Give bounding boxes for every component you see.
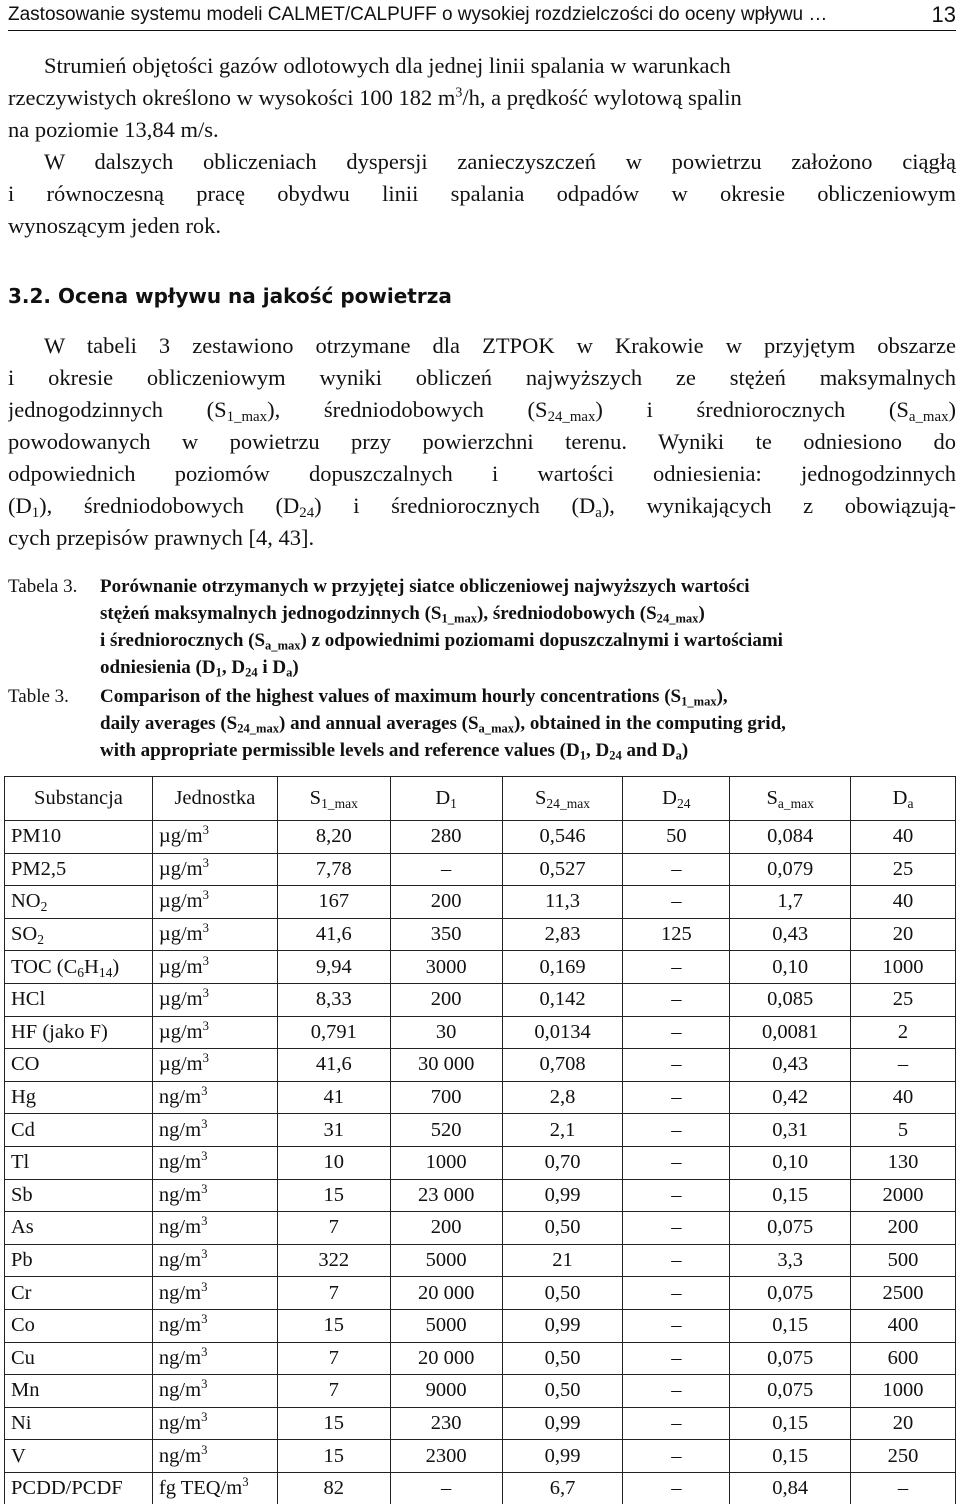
cell-value: 0,31 <box>730 1114 851 1147</box>
cell-value: 0,0081 <box>730 1016 851 1049</box>
cell-value: 7 <box>277 1375 390 1408</box>
table-row <box>5 1472 956 1504</box>
table-row <box>5 853 956 886</box>
cell-value: 5000 <box>390 1309 502 1342</box>
cell-value: 0,50 <box>502 1342 623 1375</box>
table-row <box>5 1081 956 1114</box>
cell-value: 1000 <box>851 951 956 984</box>
table-header-row <box>5 777 956 821</box>
cell-value: 0,075 <box>730 1375 851 1408</box>
table-caption-text: Comparison of the highest values of maximum hourly concentrations $(S_{1\_max})$, daily averages $(S_{24\_max})$ and annual averages $(S_{a\_max})$, obtained in the computing grid, with appropriate permissible levels and reference values ($D_1$, $D_{24}$ and $D_a$) <box>100 686 786 763</box>
cell-unit: $\mu g/m^3$ <box>152 886 277 919</box>
cell-value: 0,43 <box>730 918 851 951</box>
cell-value: – <box>851 1049 956 1082</box>
table-row <box>5 1049 956 1082</box>
cell-value: 20 <box>851 1407 956 1440</box>
cell-value: – <box>390 853 502 886</box>
cell-value: 0,075 <box>730 1212 851 1245</box>
cell-value: 15 <box>277 1440 390 1473</box>
cell-value: 350 <box>390 918 502 951</box>
cell-value: 2 <box>851 1016 956 1049</box>
table-row <box>5 821 956 854</box>
cell-value: 41 <box>277 1081 390 1114</box>
cell-value: 250 <box>851 1440 956 1473</box>
cell-value: 7 <box>277 1342 390 1375</box>
cell-value: 200 <box>390 1212 502 1245</box>
cell-value: 167 <box>277 886 390 919</box>
cell-unit: $ng/m^3$ <box>152 1114 277 1147</box>
cell-value: 0,791 <box>277 1016 390 1049</box>
cell-unit: $ng/m^3$ <box>152 1146 277 1179</box>
cell-value: – <box>623 1342 730 1375</box>
cell-unit: $\mu g/m^3$ <box>152 853 277 886</box>
table-caption-label: Tabela 3. <box>8 576 78 597</box>
table-row <box>5 1407 956 1440</box>
cell-value: – <box>623 983 730 1016</box>
cell-value: 15 <box>277 1407 390 1440</box>
cell-value: 5000 <box>390 1244 502 1277</box>
cell-unit: $ng/m^3$ <box>152 1277 277 1310</box>
text-line: Strumień objętości gazów odlotowych dla jednej linii spalania w warunkach <box>44 53 731 78</box>
cell-unit: $ng/m^3$ <box>152 1179 277 1212</box>
table-row <box>5 983 956 1016</box>
concentration-table <box>4 776 956 1504</box>
cell-value: 25 <box>851 983 956 1016</box>
cell-value: 0,99 <box>502 1440 623 1473</box>
cell-value: 50 <box>623 821 730 854</box>
cell-value: 0,15 <box>730 1440 851 1473</box>
cell-substance: Cd <box>5 1114 153 1147</box>
table-row <box>5 1375 956 1408</box>
cell-value: – <box>851 1472 956 1504</box>
intro-paragraph-1 <box>8 50 956 146</box>
cell-unit: $\mu g/m^3$ <box>152 918 277 951</box>
column-header: $S_{24\_max}$ <box>502 777 623 821</box>
cell-substance: HCl <box>5 983 153 1016</box>
cell-value: 82 <box>277 1472 390 1504</box>
cell-unit: $\mu g/m^3$ <box>152 1049 277 1082</box>
cell-value: 30 <box>390 1016 502 1049</box>
cell-value: – <box>623 1440 730 1473</box>
column-header: Substancja <box>5 777 153 821</box>
cell-substance: Mn <box>5 1375 153 1408</box>
cell-value: 0,142 <box>502 983 623 1016</box>
cell-value: – <box>390 1472 502 1504</box>
cell-value: 8,33 <box>277 983 390 1016</box>
cell-value: – <box>623 951 730 984</box>
cell-value: 2000 <box>851 1179 956 1212</box>
cell-value: 20 000 <box>390 1342 502 1375</box>
cell-value: 0,10 <box>730 951 851 984</box>
cell-value: 15 <box>277 1179 390 1212</box>
cell-value: 5 <box>851 1114 956 1147</box>
column-header: $D_a$ <box>851 777 956 821</box>
cell-substance: As <box>5 1212 153 1245</box>
cell-value: 9,94 <box>277 951 390 984</box>
cell-value: 41,6 <box>277 1049 390 1082</box>
cell-value: 0,50 <box>502 1375 623 1408</box>
table-row <box>5 1179 956 1212</box>
cell-value: – <box>623 1472 730 1504</box>
cell-unit: $ng/m^3$ <box>152 1342 277 1375</box>
cell-value: 1000 <box>851 1375 956 1408</box>
cell-value: – <box>623 1309 730 1342</box>
cell-value: 230 <box>390 1407 502 1440</box>
cell-value: 10 <box>277 1146 390 1179</box>
cell-substance: PCDD/PCDF <box>5 1472 153 1504</box>
cell-value: 0,708 <box>502 1049 623 1082</box>
table-row <box>5 1016 956 1049</box>
table-row <box>5 1309 956 1342</box>
cell-value: 0,075 <box>730 1277 851 1310</box>
table-row <box>5 1212 956 1245</box>
cell-value: 200 <box>390 983 502 1016</box>
cell-substance: HF (jako F) <box>5 1016 153 1049</box>
cell-value: – <box>623 1114 730 1147</box>
cell-value: 9000 <box>390 1375 502 1408</box>
cell-value: 7 <box>277 1212 390 1245</box>
section-paragraph <box>8 330 956 554</box>
text-line: wynoszącym jeden rok. <box>8 213 222 238</box>
running-head <box>8 2 956 28</box>
text-line: i okresie obliczeniowym wyniki obliczeń najwyższych ze stężeń maksymalnych <box>8 365 956 390</box>
cell-value: 500 <box>851 1244 956 1277</box>
cell-unit: $ng/m^3$ <box>152 1440 277 1473</box>
text-line: W tabeli 3 zestawiono otrzymane dla ZTPOK w Krakowie w przyjętym obszarze <box>44 333 956 358</box>
cell-unit: fg TEQ/$m^3$ <box>152 1472 277 1504</box>
cell-substance: CO <box>5 1049 153 1082</box>
table-row <box>5 1342 956 1375</box>
cell-value: 520 <box>390 1114 502 1147</box>
cell-value: 6,7 <box>502 1472 623 1504</box>
cell-value: 2300 <box>390 1440 502 1473</box>
cell-value: 3000 <box>390 951 502 984</box>
cell-substance: PM2,5 <box>5 853 153 886</box>
cell-value: – <box>623 1244 730 1277</box>
cell-value: 2500 <box>851 1277 956 1310</box>
cell-value: 0,42 <box>730 1081 851 1114</box>
cell-unit: $ng/m^3$ <box>152 1244 277 1277</box>
table-row <box>5 951 956 984</box>
text-line: na poziomie 13,84 m/s. <box>8 117 219 142</box>
text-line: i równoczesną pracę obydwu linii spalania odpadów w okresie obliczeniowym <box>8 181 956 206</box>
cell-substance: Hg <box>5 1081 153 1114</box>
cell-value: 0,169 <box>502 951 623 984</box>
cell-value: – <box>623 1081 730 1114</box>
cell-value: 125 <box>623 918 730 951</box>
cell-unit: $\mu g/m^3$ <box>152 1016 277 1049</box>
text-line: powodowanych w powietrzu przy powierzchni terenu. Wyniki te odniesiono do <box>8 429 956 454</box>
table-row <box>5 918 956 951</box>
cell-value: 30 000 <box>390 1049 502 1082</box>
cell-substance: TOC $(C_6H_{14})$ <box>5 951 153 984</box>
cell-value: 3,3 <box>730 1244 851 1277</box>
cell-unit: $ng/m^3$ <box>152 1081 277 1114</box>
cell-value: 0,15 <box>730 1407 851 1440</box>
table-row <box>5 1277 956 1310</box>
cell-value: 15 <box>277 1309 390 1342</box>
cell-value: 0,84 <box>730 1472 851 1504</box>
cell-value: 0,15 <box>730 1179 851 1212</box>
page-number: 13 <box>931 2 956 27</box>
cell-value: – <box>623 886 730 919</box>
cell-unit: $ng/m^3$ <box>152 1309 277 1342</box>
cell-value: 0,99 <box>502 1309 623 1342</box>
column-header: $D_1$ <box>390 777 502 821</box>
cell-substance: Ni <box>5 1407 153 1440</box>
cell-value: – <box>623 1212 730 1245</box>
table-row <box>5 1440 956 1473</box>
cell-value: 8,20 <box>277 821 390 854</box>
cell-substance: Cr <box>5 1277 153 1310</box>
cell-value: 1000 <box>390 1146 502 1179</box>
cell-substance: PM10 <box>5 821 153 854</box>
cell-substance: V <box>5 1440 153 1473</box>
column-header: $S_{a\_max}$ <box>730 777 851 821</box>
cell-value: – <box>623 1179 730 1212</box>
cell-unit: $\mu g/m^3$ <box>152 983 277 1016</box>
table-caption-label: Table 3. <box>8 686 69 707</box>
cell-value: 11,3 <box>502 886 623 919</box>
cell-value: – <box>623 1407 730 1440</box>
cell-value: 0,43 <box>730 1049 851 1082</box>
cell-substance: Cu <box>5 1342 153 1375</box>
cell-value: 21 <box>502 1244 623 1277</box>
cell-value: 130 <box>851 1146 956 1179</box>
cell-unit: $ng/m^3$ <box>152 1212 277 1245</box>
cell-value: 40 <box>851 886 956 919</box>
cell-value: 23 000 <box>390 1179 502 1212</box>
cell-value: 200 <box>390 886 502 919</box>
column-header: $S_{1\_max}$ <box>277 777 390 821</box>
cell-value: 1,7 <box>730 886 851 919</box>
table-row <box>5 1114 956 1147</box>
cell-value: 0,50 <box>502 1277 623 1310</box>
cell-value: 2,1 <box>502 1114 623 1147</box>
cell-value: 25 <box>851 853 956 886</box>
cell-value: 0,70 <box>502 1146 623 1179</box>
text-line: cych przepisów prawnych [4, 43]. <box>8 525 315 550</box>
column-header: $D_{24}$ <box>623 777 730 821</box>
cell-value: 40 <box>851 821 956 854</box>
cell-value: – <box>623 1277 730 1310</box>
cell-value: 0,0134 <box>502 1016 623 1049</box>
text-line: odpowiednich poziomów dopuszczalnych i wartości odniesienia: jednogodzinnych <box>8 461 956 486</box>
cell-value: 20 000 <box>390 1277 502 1310</box>
table-body <box>5 821 956 1504</box>
header-rule <box>8 30 956 31</box>
cell-value: 0,079 <box>730 853 851 886</box>
table-caption-text: Porównanie otrzymanych w przyjętej siatce obliczeniowej najwyższych wartości stężeń maksymalnych jednogodzinnych $(S_{1\_max})$, średniodobowych $(S_{24\_max})$ i średniorocznych $(S_{a\_max})$ z odpowiednimi poziomami dopuszczalnymi i wartościami odniesienia ($D_1$, $D_{24}$ i $D_a$) <box>100 576 783 680</box>
cell-substance: $NO_2$ <box>5 886 153 919</box>
cell-value: 200 <box>851 1212 956 1245</box>
cell-value: – <box>623 1016 730 1049</box>
cell-value: 20 <box>851 918 956 951</box>
text-line: rzeczywistych określono w wysokości 100 182 $m^3/h$, a prędkość wylotową spalin <box>8 85 742 110</box>
cell-value: 7 <box>277 1277 390 1310</box>
cell-value: – <box>623 1146 730 1179</box>
cell-value: 280 <box>390 821 502 854</box>
table-row <box>5 1244 956 1277</box>
cell-value: 322 <box>277 1244 390 1277</box>
cell-substance: Co <box>5 1309 153 1342</box>
cell-value: – <box>623 1049 730 1082</box>
cell-unit: $ng/m^3$ <box>152 1407 277 1440</box>
cell-unit: $\mu g/m^3$ <box>152 821 277 854</box>
cell-value: – <box>623 853 730 886</box>
cell-substance: Sb <box>5 1179 153 1212</box>
cell-value: 41,6 <box>277 918 390 951</box>
table-row <box>5 886 956 919</box>
text-line: W dalszych obliczeniach dyspersji zanieczyszczeń w powietrzu założono ciągłą <box>44 149 956 174</box>
cell-substance: Tl <box>5 1146 153 1179</box>
text-line: $(D_1)$, średniodobowych $(D_{24})$ i średniorocznych $(D_a)$, wynikających z obowiązują- <box>8 493 956 522</box>
cell-value: 400 <box>851 1309 956 1342</box>
cell-value: 2,83 <box>502 918 623 951</box>
column-header: Jednostka <box>152 777 277 821</box>
cell-value: 0,085 <box>730 983 851 1016</box>
table-row <box>5 1146 956 1179</box>
cell-value: 0,15 <box>730 1309 851 1342</box>
cell-unit: $\mu g/m^3$ <box>152 951 277 984</box>
intro-paragraph-2 <box>8 146 956 242</box>
cell-value: 7,78 <box>277 853 390 886</box>
cell-value: 0,084 <box>730 821 851 854</box>
cell-value: 40 <box>851 1081 956 1114</box>
cell-value: 0,99 <box>502 1179 623 1212</box>
section-heading: 3.2. Ocena wpływu na jakość powietrza <box>8 284 452 308</box>
cell-value: 0,99 <box>502 1407 623 1440</box>
cell-value: 700 <box>390 1081 502 1114</box>
cell-value: 31 <box>277 1114 390 1147</box>
cell-value: 600 <box>851 1342 956 1375</box>
running-head-title: Zastosowanie systemu modeli CALMET/CALPUFF o wysokiej rozdzielczości do oceny wpływu … <box>8 4 828 25</box>
text-line: jednogodzinnych $(S_{1\_max})$, średniodobowych $(S_{24\_max})$ i średniorocznych $(S_{a\_max})$ <box>8 397 956 426</box>
cell-value: 0,546 <box>502 821 623 854</box>
cell-value: 0,50 <box>502 1212 623 1245</box>
cell-substance: Pb <box>5 1244 153 1277</box>
cell-value: 0,075 <box>730 1342 851 1375</box>
cell-unit: $ng/m^3$ <box>152 1375 277 1408</box>
cell-substance: $SO_2$ <box>5 918 153 951</box>
cell-value: 2,8 <box>502 1081 623 1114</box>
cell-value: 0,10 <box>730 1146 851 1179</box>
cell-value: – <box>623 1375 730 1408</box>
cell-value: 0,527 <box>502 853 623 886</box>
